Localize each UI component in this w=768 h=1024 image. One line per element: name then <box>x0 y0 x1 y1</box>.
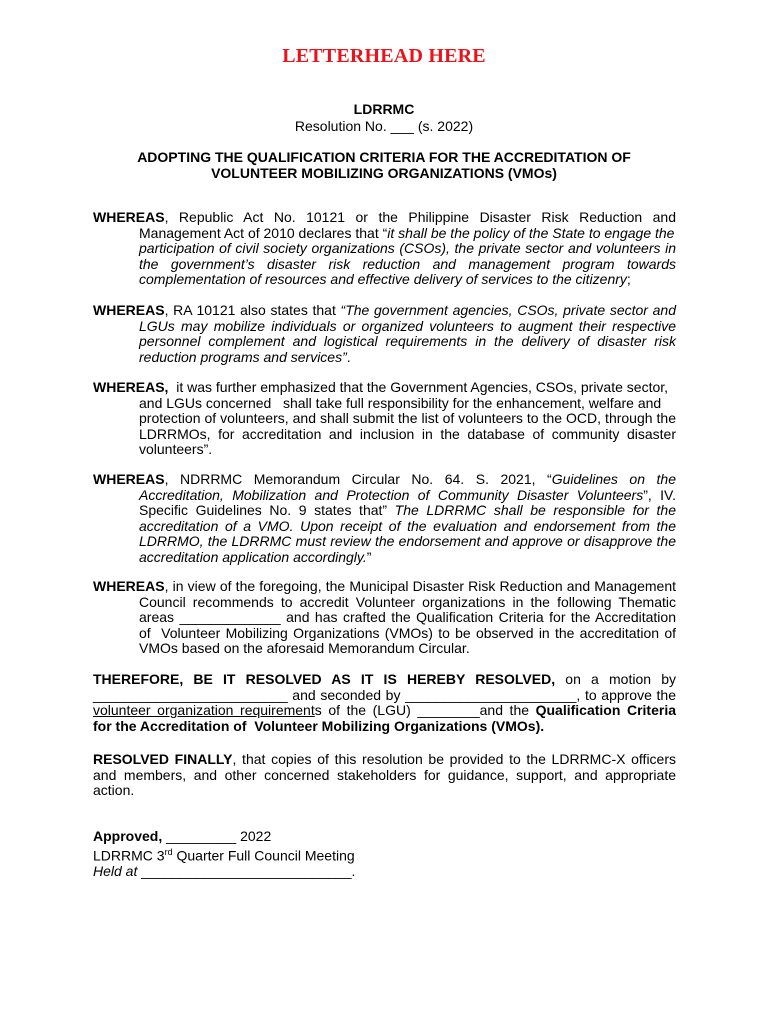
ordinal-suffix: rd <box>164 846 173 857</box>
quoted-text: “The government agencies, CSOs, private sector and <box>340 302 676 318</box>
approval-date: _________ 2022 <box>162 828 272 844</box>
text-line: ”, IV. <box>643 486 676 503</box>
text-line: Specific Guidelines No. 9 states that” <box>139 502 395 519</box>
quoted-text: it shall be the policy of the State to engage the <box>387 224 675 241</box>
text-line: ; <box>626 271 631 288</box>
text-line: , RA 10121 also states that <box>164 302 341 318</box>
text-line: , in view of the foregoing, the Municipal Disaster Risk Reduction and Management <box>164 578 676 594</box>
resolved-finally-keyword: RESOLVED FINALLY <box>93 751 233 767</box>
quoted-text: accreditation of a VMO. Upon receipt of the evaluation and endorsement from the <box>139 517 676 534</box>
resolution-title <box>0 149 768 181</box>
text-line: , that copies of this resolution be provided to the LDRRMC-X officers <box>232 751 676 767</box>
quoted-text: the government’s disaster risk reduction and management program towards <box>139 255 676 272</box>
resolved-finally-paragraph <box>93 752 676 799</box>
title-line-1: ADOPTING THE QUALIFICATION CRITERIA FOR THE ACCREDITATION OF <box>137 149 631 165</box>
text-line: , NDRRMC Memorandum Circular No. 64. S. 2021, “ <box>164 471 552 487</box>
quoted-text: accreditation application accordingly. <box>139 548 367 565</box>
text-line: VMOs based on the aforesaid Memorandum Circular. <box>139 640 470 657</box>
text-line: Quarter Full Council Meeting <box>172 847 355 864</box>
approval-block <box>93 829 676 879</box>
text-line: LDRRMC 3 <box>93 847 165 864</box>
quoted-text: complementation of resources and effective delivery of services to the citizenry <box>139 271 627 288</box>
text-line: . <box>346 348 351 365</box>
text-line: protection of volunteers, and shall submit the list of volunteers to the OCD, through the <box>139 410 676 427</box>
whereas-paragraph-4 <box>93 472 676 566</box>
quoted-text: LDRRMO, the LDRRMC must review the endorsement and approve or disapprove the <box>139 533 676 550</box>
letterhead: LETTERHEAD HERE <box>282 45 486 67</box>
quoted-text: The LDRRMC shall be responsible for the <box>394 502 676 519</box>
text-line: action. <box>93 782 135 799</box>
quoted-text: LGUs may mobilize individuals or organized volunteers to augment their respective <box>139 317 676 334</box>
therefore-keyword: THEREFORE, BE IT RESOLVED AS IT IS HEREBY RESOLVED, <box>93 671 556 687</box>
whereas-keyword: WHEREAS <box>93 302 165 318</box>
venue-blank: ___________________________. <box>137 862 356 879</box>
org-name: LDRRMC <box>353 101 415 117</box>
text-line: and members, and other concerned stakeholders for guidance, support, and appropriate <box>93 766 676 783</box>
quoted-text: Accreditation, Mobilization and Protection of Community Disaster Volunteers <box>139 486 644 503</box>
whereas-keyword: WHEREAS <box>93 578 165 594</box>
whereas-paragraph-5 <box>93 579 676 657</box>
therefore-paragraph <box>93 672 676 734</box>
text-line: ” <box>366 548 372 565</box>
whereas-paragraph-3 <box>93 380 676 458</box>
quoted-text: reduction programs and services” <box>139 348 347 365</box>
text-line: volunteers”. <box>139 441 213 458</box>
text-line: and LGUs concerned shall take full responsibility for the enhancement, welfare and <box>139 394 662 411</box>
text-line: on a motion by <box>555 671 676 687</box>
approved-keyword: Approved, <box>93 828 163 844</box>
text-line: areas _____________ and has crafted the Qualification Criteria for the Accreditation <box>139 609 676 626</box>
bold-text: Qualification Criteria <box>535 702 676 719</box>
held-at-label: Held at <box>93 862 138 879</box>
text-line: s of the (LGU) ________and the <box>314 702 536 719</box>
text-line: Management Act of 2010 declares that “ <box>139 224 388 241</box>
whereas-keyword: WHEREAS <box>93 209 165 225</box>
whereas-keyword: WHEREAS, <box>93 379 169 395</box>
text-line: it was further emphasized that the Government Agencies, CSOs, private sector, <box>168 379 669 395</box>
text-line: Council recommends to accredit Volunteer organizations in the following Thematic <box>139 593 676 610</box>
resolution-number: Resolution No. ___ (s. 2022) <box>294 118 474 134</box>
quoted-text: Guidelines on the <box>551 471 676 487</box>
whereas-keyword: WHEREAS <box>93 471 165 487</box>
bold-text: for the Accreditation of Volunteer Mobilizing Organizations (VMOs). <box>93 717 545 734</box>
text-line: LDRRMOs, for accreditation and inclusion in the database of community disaster <box>139 425 676 442</box>
whereas-paragraph-2 <box>93 303 676 365</box>
text-line: _________________________ and seconded by ______________________, to approve the <box>93 686 676 703</box>
whereas-paragraph-1 <box>93 210 676 288</box>
title-line-2: VOLUNTEER MOBILIZING ORGANIZATIONS (VMOs) <box>211 165 557 181</box>
quoted-text: participation of civil society organizations (CSOs), the private sector and volunteers in <box>139 240 676 257</box>
text-line: , Republic Act No. 10121 or the Philippine Disaster Risk Reduction and <box>164 209 676 225</box>
underlined-text: volunteer organization requirement <box>93 702 315 719</box>
quoted-text: personnel complement and logistical requirements in the delivery of disaster risk <box>139 333 676 350</box>
text-line: of Volunteer Mobilizing Organizations (VMOs) to be observed in the accreditation of <box>139 624 676 641</box>
